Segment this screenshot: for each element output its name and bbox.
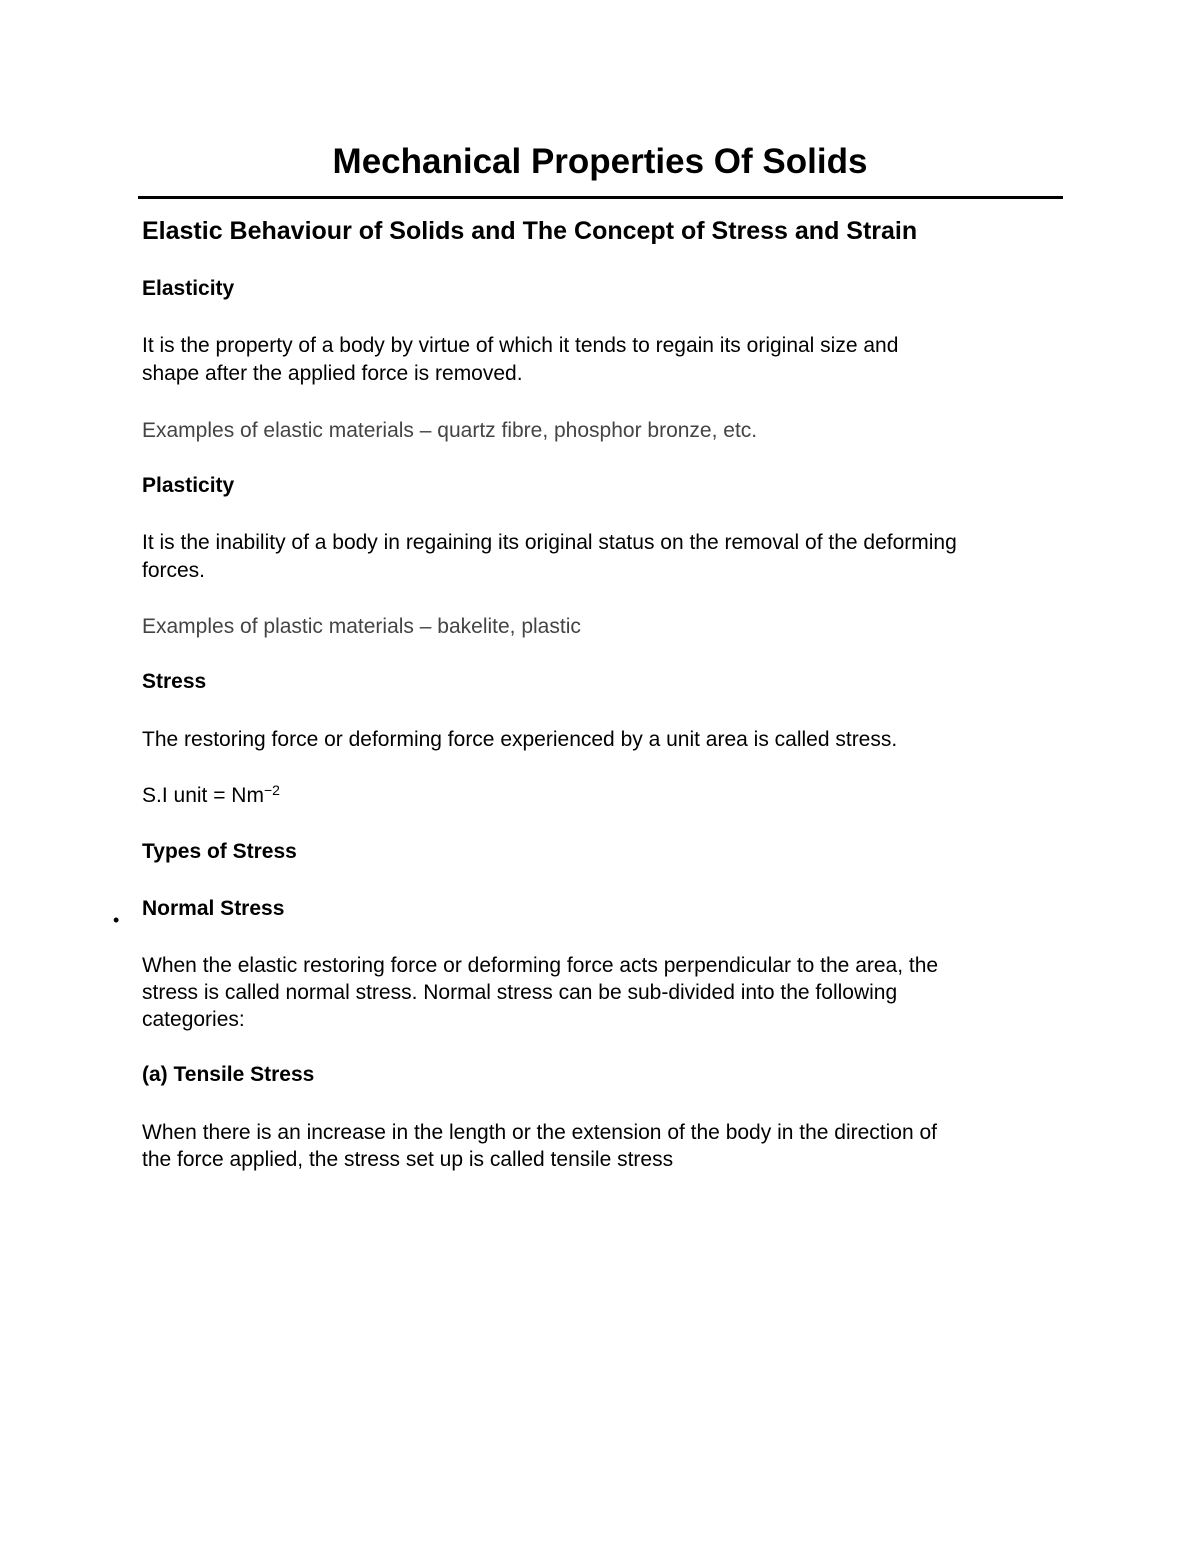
tensile-stress-line-1: When there is an increase in the length or the extension of the body in the direction of — [142, 1121, 937, 1144]
stress-heading: Stress — [142, 670, 207, 693]
bullet-marker: • — [113, 910, 120, 930]
types-of-stress-heading: Types of Stress — [142, 840, 297, 863]
si-unit-exponent: −2 — [263, 782, 280, 798]
elasticity-definition-line-2: shape after the applied force is removed. — [142, 362, 523, 385]
title-underline-divider — [138, 196, 1063, 199]
tensile-stress-heading: (a) Tensile Stress — [142, 1063, 315, 1086]
normal-stress-line-3: categories: — [142, 1008, 245, 1031]
normal-stress-line-2: stress is called normal stress. Normal stress can be sub-divided into the following — [142, 981, 898, 1004]
elasticity-heading: Elasticity — [142, 277, 235, 300]
si-unit-line — [142, 782, 280, 809]
normal-stress-line-1: When the elastic restoring force or deforming force acts perpendicular to the area, the — [142, 954, 939, 977]
tensile-stress-line-2: the force applied, the stress set up is called tensile stress — [142, 1148, 674, 1171]
plasticity-heading: Plasticity — [142, 474, 235, 497]
plasticity-examples: Examples of plastic materials – bakelite, plastic — [142, 615, 581, 638]
section-heading: Elastic Behaviour of Solids and The Concept of Stress and Strain — [142, 217, 918, 245]
plasticity-definition-line-2: forces. — [142, 559, 206, 582]
elasticity-examples: Examples of elastic materials – quartz fibre, phosphor bronze, etc. — [142, 419, 758, 442]
normal-stress-heading: Normal Stress — [142, 897, 285, 920]
page-title: Mechanical Properties Of Solids — [332, 142, 868, 181]
stress-definition: The restoring force or deforming force experienced by a unit area is called stress. — [142, 728, 898, 751]
plasticity-definition-line-1: It is the inability of a body in regaining its original status on the removal of the deforming — [142, 531, 957, 554]
si-unit-label: S.I unit = Nm — [142, 784, 264, 807]
elasticity-definition-line-1: It is the property of a body by virtue of which it tends to regain its original size and — [142, 334, 899, 357]
